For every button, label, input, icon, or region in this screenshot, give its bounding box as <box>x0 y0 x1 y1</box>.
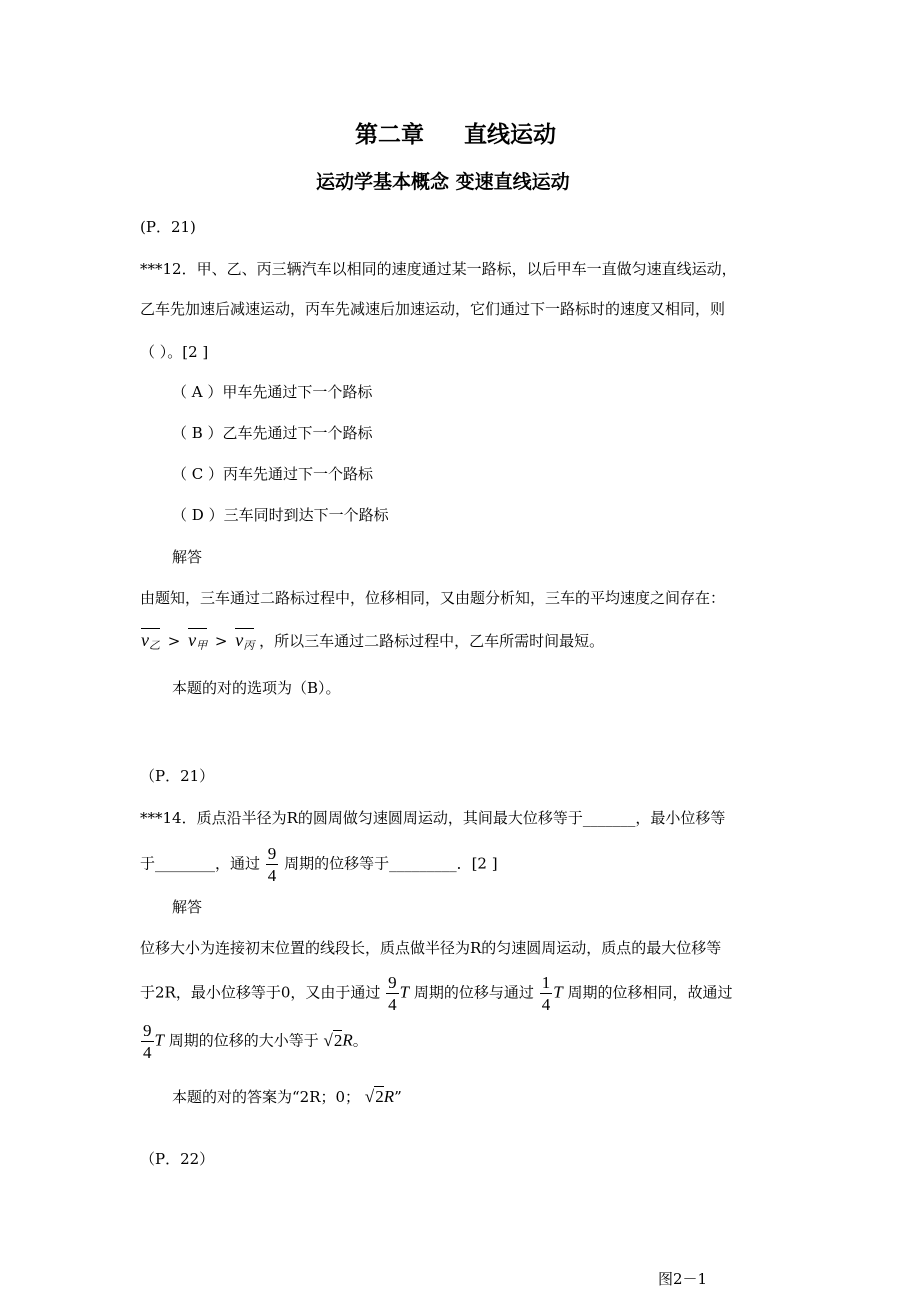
solution-line: ，所以三车通过二路标过程中，乙车所需时间最短。 <box>259 632 605 650</box>
question-line: ***12．甲、乙、丙三辆汽车以相同的速度通过某一路标，以后甲车一直做匀速直线运动， <box>140 260 737 278</box>
section-title: 运动学基本概念 变速直线运动 <box>316 171 570 193</box>
avg-velocity-bing: $v_丙$ <box>235 630 255 652</box>
conclusion: 本题的对的答案为“2R；0； √2R” <box>172 1087 402 1106</box>
page-ref: （P．22） <box>140 1150 215 1168</box>
fraction-nine-quarters: $\frac{9}{4}$ <box>143 1021 152 1062</box>
solution-line: 由题知，三车通过二路标过程中，位移相同，又由题分析知，三车的平均速度之间存在： <box>140 589 726 607</box>
fraction-nine-quarters: $\frac{9}{4}$ <box>267 844 277 885</box>
option-c: （ C ）丙车先通过下一个路标 <box>172 465 374 483</box>
velocity-inequality <box>141 628 604 652</box>
page-ref: (P．21) <box>140 218 196 236</box>
question-line: 于________，通过 $\frac{9}{4}$ 周期的位移等于_________．[2 ] <box>140 844 498 885</box>
question-line: 乙车先加速后减速运动，丙车先减速后加速运动，它们通过下一路标时的速度又相同，则 <box>140 300 726 318</box>
period-symbol: T <box>154 1030 164 1050</box>
solution-line: $\frac{9}{4}$ T 周期的位移的大小等于 √2R。 <box>143 1021 368 1062</box>
fraction-nine-quarters: $\frac{9}{4}$ <box>388 973 397 1014</box>
solution-line: 于2R，最小位移等于0，又由于通过 $\frac{9}{4}$ T 周期的位移与通过 $\frac{1}{4}$ T 周期的位移相同，故通过 <box>140 973 733 1014</box>
option-a: （ A ）甲车先通过下一个路标 <box>172 383 373 401</box>
solution-line: 位移大小为连接初末位置的线段长，质点做半径为R的匀速圆周运动，质点的最大位移等 <box>140 939 722 957</box>
greater-than: > <box>167 632 181 650</box>
chapter-heading <box>355 124 556 147</box>
option-d: （ D ）三车同时到达下一个路标 <box>172 506 389 524</box>
answer-label: 解答 <box>172 548 203 566</box>
page-ref: （P．21） <box>140 767 215 785</box>
period-symbol: T <box>553 982 563 1002</box>
sqrt-two-r: √2 <box>323 1030 343 1050</box>
chapter-number: 第二章 <box>355 122 424 148</box>
question-line: ***14．质点沿半径为R的圆周做匀速圆周运动，其间最大位移等于_______，最小位移等 <box>140 809 726 827</box>
greater-than: > <box>214 632 228 650</box>
conclusion: 本题的对的选项为（B）。 <box>172 679 341 697</box>
option-b: （ B ）乙车先通过下一个路标 <box>172 424 373 442</box>
sqrt-two-r: √2 <box>364 1087 384 1106</box>
question-line: （ ）。[2 ] <box>140 343 209 361</box>
avg-velocity-yi: $v_乙$ <box>141 630 160 652</box>
fraction-one-quarter: $\frac{1}{4}$ <box>541 973 551 1014</box>
answer-label: 解答 <box>172 898 203 916</box>
avg-velocity-jia: $v_甲$ <box>188 630 208 652</box>
figure-label: 图2－1 <box>658 1270 708 1288</box>
period-symbol: T <box>399 982 410 1002</box>
chapter-subject: 直线运动 <box>464 122 556 148</box>
